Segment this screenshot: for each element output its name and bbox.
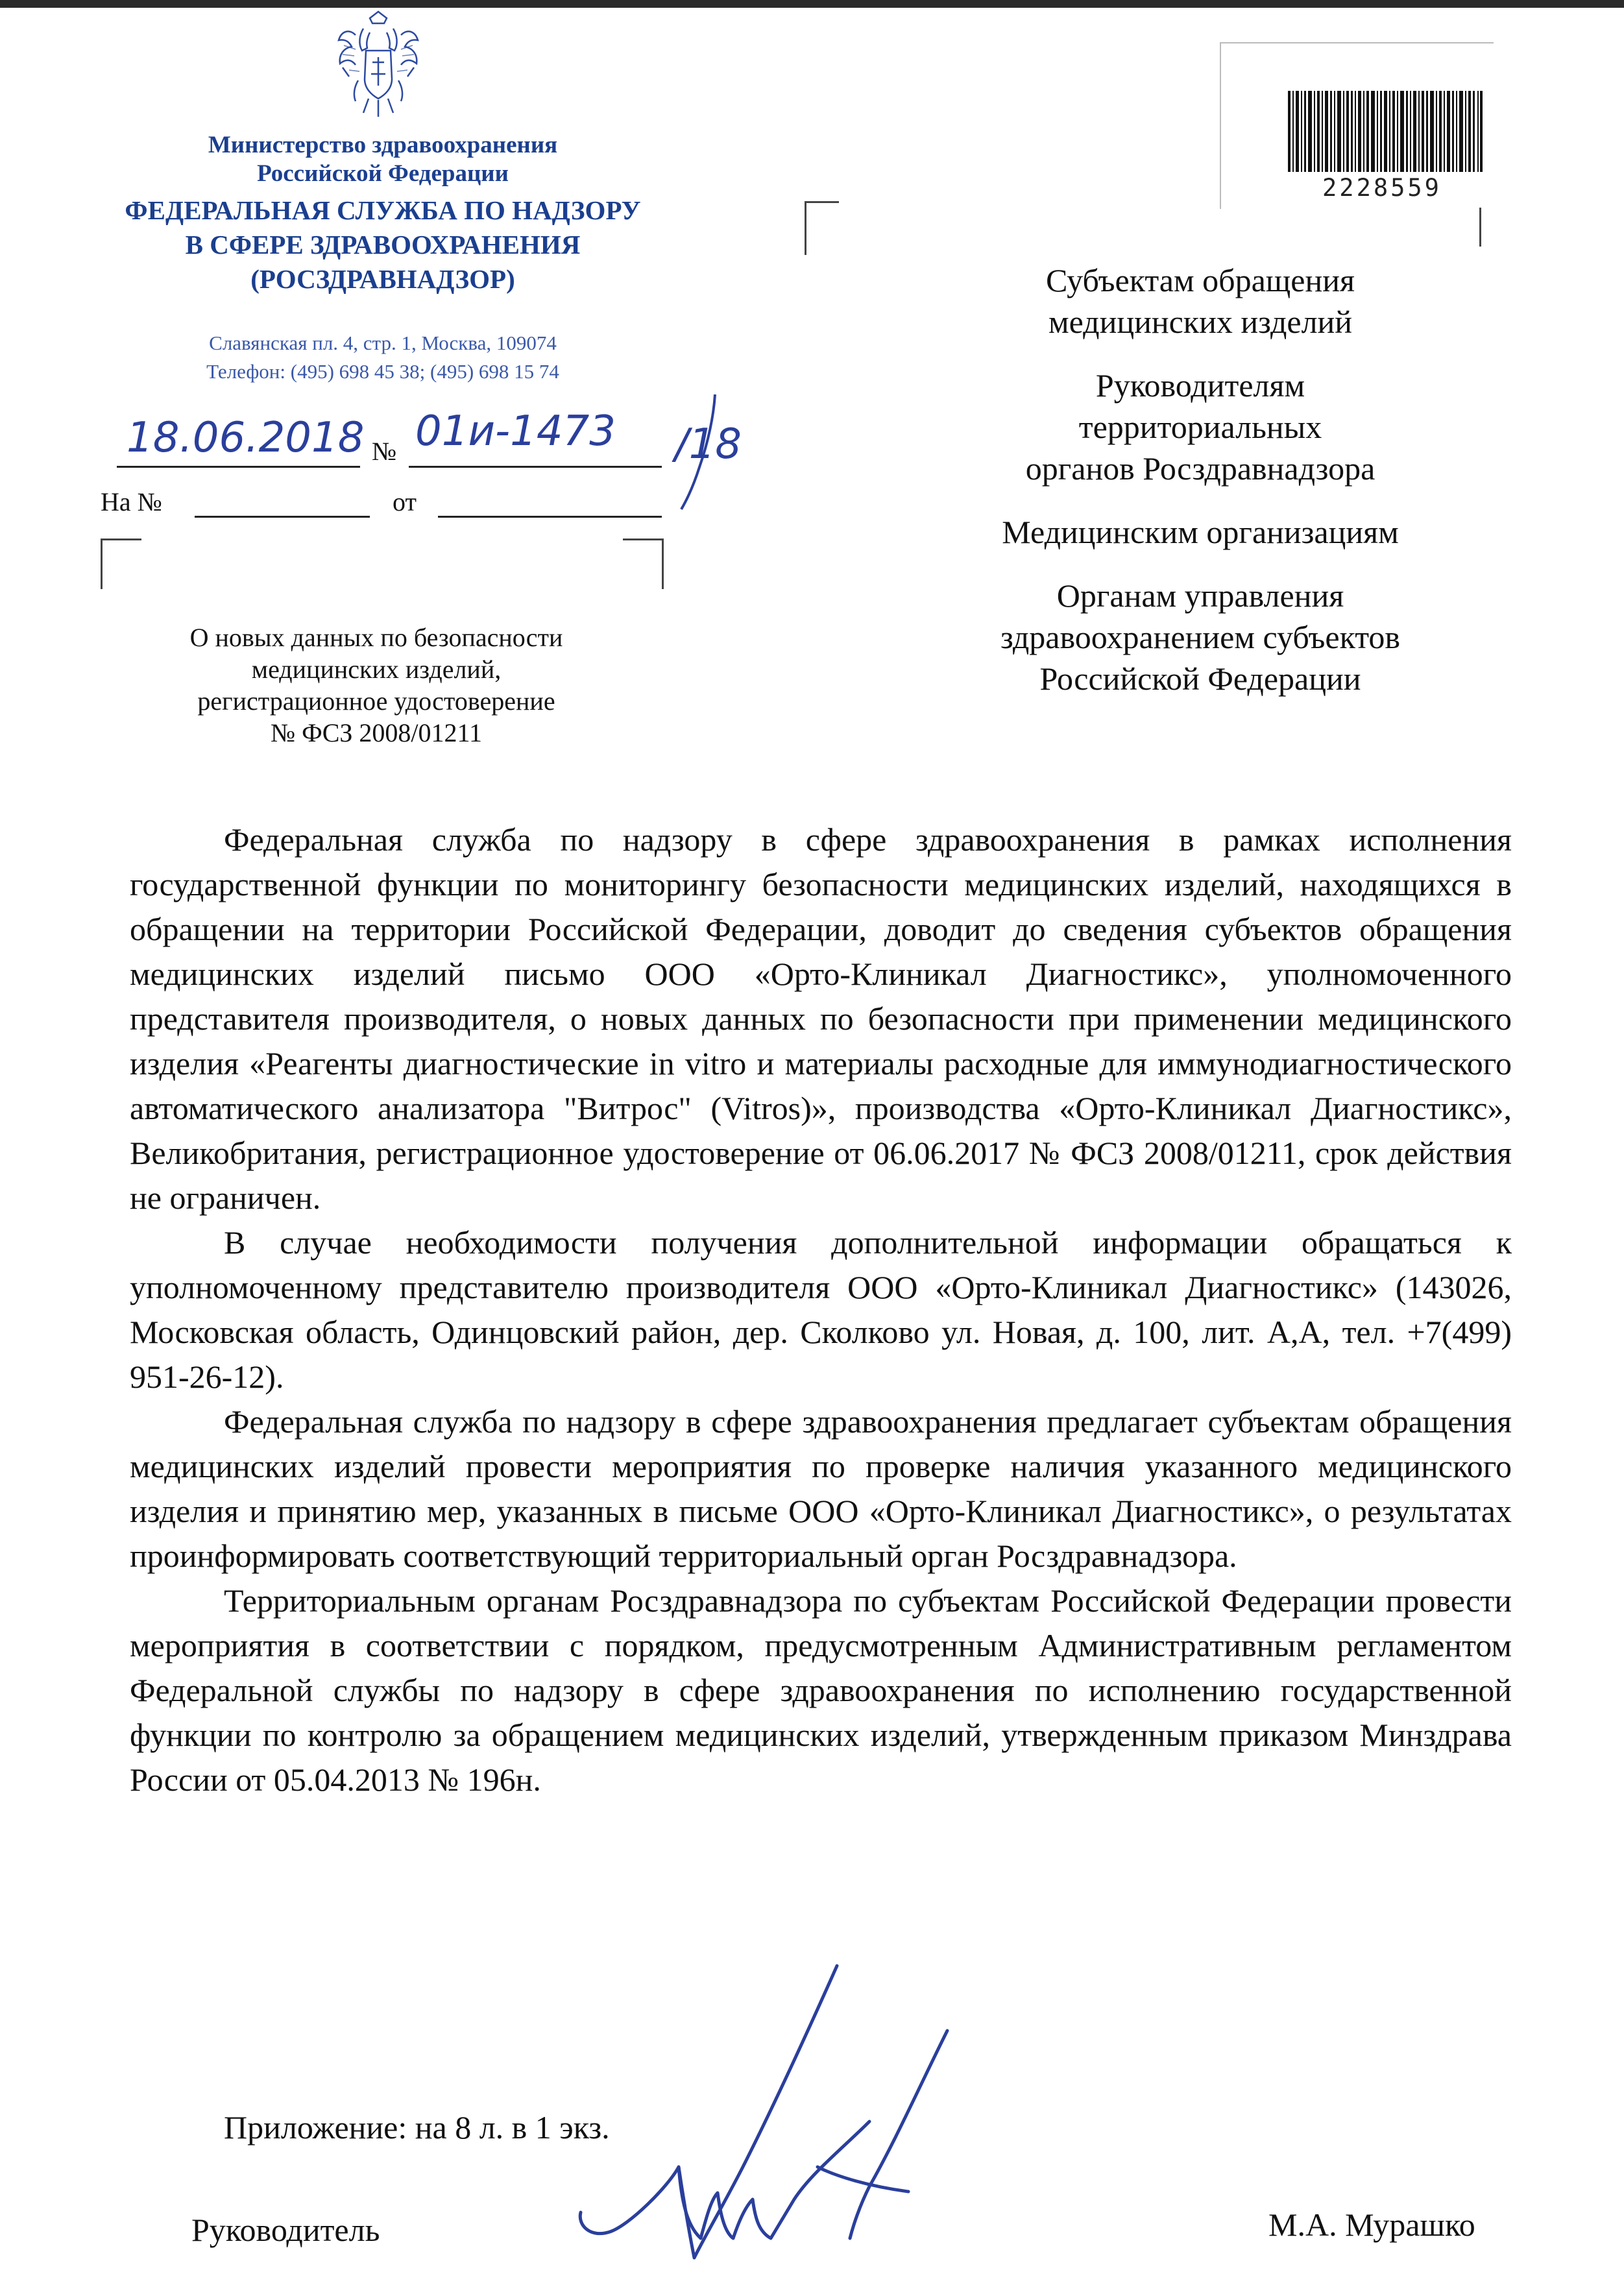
service-name [58, 193, 707, 296]
topic-line-4: № ФСЗ 2008/01211 [270, 718, 483, 747]
body-paragraph-1: Федеральная служба по надзору в сфере здравоохранения в рамках исполнения государственной функции по мониторингу безопасности медицинских изделий, находящихся в обращении на территории Российской Федерации, доводит до сведения субъектов обращения медицинских изделий письмо ООО «Орто-Клиникал Диагностикс», уполномоченного представителя производителя, о новых данных по безопасности при применении медицинского изделия «Реагенты диагностические in vitro и материалы расходные для иммунодиагностического автоматического анализатора "Витрос" (Vitros)», производства «Орто-Клиникал Диагностикс», Великобритания, регистрационное удостоверение от 06.06.2017 № ФСЗ 2008/01211, срок действия не ограничен. [130, 821, 1512, 1216]
ref-number-label: На № [101, 487, 162, 516]
number-label: № [372, 437, 397, 466]
service-address: Славянская пл. 4, стр. 1, Москва, 109074 [209, 332, 557, 354]
addressee-4-line-1: Органам управления [1056, 577, 1344, 614]
addressee-1-line-2: медицинских изделий [1048, 304, 1353, 340]
addressee-2-line-2: территориальных [1078, 409, 1322, 445]
ref-number-underline [195, 516, 370, 518]
ministry-line-2: Российской Федерации [257, 160, 509, 187]
barcode [1288, 91, 1483, 172]
topic-line-3: регистрационное удостоверение [197, 686, 555, 716]
addressee-block [843, 260, 1557, 721]
attachment-note: Приложение: на 8 л. в 1 экз. [224, 2109, 610, 2146]
addressee-4-line-2: здравоохранением субъектов [1000, 619, 1401, 655]
bracket-top-left [101, 538, 141, 589]
addressee-1 [843, 260, 1557, 343]
service-phone: Телефон: (495) 698 45 38; (495) 698 15 74 [206, 360, 559, 383]
ministry-line-1: Министерство здравоохранения [208, 132, 558, 158]
addressee-2-line-3: органов Росздравнадзора [1025, 450, 1376, 487]
handwritten-signature [532, 1953, 960, 2271]
date-underline [117, 466, 360, 468]
body-paragraph-3: Федеральная служба по надзору в сфере здравоохранения предлагает субъектам обращения медицинских изделий провести мероприятия по проверке наличия указанного медицинского изделия и принятию мер, указанных в письме ООО «Орто-Клиникал Диагностикс», о результатах проинформировать соответствующий территориальный орган Росздравнадзора. [130, 1403, 1512, 1574]
ministry-name [58, 131, 707, 188]
bracket-top-right [623, 538, 664, 589]
service-line-3: (РОСЗДРАВНАДЗОР) [250, 264, 515, 294]
addressee-3 [843, 511, 1557, 553]
topic-line-2: медицинских изделий, [251, 655, 502, 684]
addressee-3-line-1: Медицинским организациям [1002, 514, 1399, 550]
bracket-address-top-left [805, 201, 839, 255]
ref-from-label: от [393, 487, 417, 516]
number-underline [409, 466, 662, 468]
addressee-4 [843, 575, 1557, 699]
registration-number: 01и-1473 [415, 407, 616, 455]
body-paragraph-4: Территориальным органам Росздравнадзора по субъектам Российской Федерации провести мероприятия в соответствии с порядком, предусмотренным Административным регламентом Федеральной службы по надзору в сфере здравоохранения по исполнению государственной функции по контролю за обращением медицинских изделий, утвержденным приказом Минздрава России от 05.04.2013 № 196н. [130, 1582, 1512, 1798]
barcode-number: 2228559 [1322, 174, 1442, 202]
signatory-title: Руководитель [191, 2212, 380, 2248]
topic-line-1: О новых данных по безопасности [189, 623, 563, 652]
addressee-2 [843, 365, 1557, 489]
handwritten-slash [675, 389, 720, 513]
body-paragraph-2: В случае необходимости получения дополнительной информации обращаться к уполномоченному представителю производителя ООО «Орто-Клиникал Диагностикс» (143026, Московская область, Одинцовский район, дер. Сколково ул. Новая, д. 100, лит. А,А, тел. +7(499) 951-26-12). [130, 1224, 1512, 1395]
addressee-2-line-1: Руководителям [1095, 367, 1305, 404]
service-line-1: ФЕДЕРАЛЬНАЯ СЛУЖБА ПО НАДЗОРУ [125, 195, 641, 225]
letter-body [130, 817, 1512, 1802]
addressee-4-line-3: Российской Федерации [1039, 660, 1361, 697]
ref-from-underline [438, 516, 662, 518]
coat-of-arms-emblem [330, 9, 427, 123]
bracket-address-top-right [1473, 208, 1481, 247]
addressee-1-line-1: Субъектам обращения [1046, 262, 1355, 298]
signatory-name: М.А. Мурашко [1268, 2206, 1475, 2243]
letter-topic [123, 622, 629, 749]
service-line-2: В СФЕРЕ ЗДРАВООХРАНЕНИЯ [185, 230, 581, 260]
registration-date: 18.06.2018 [127, 414, 365, 462]
scan-top-edge [0, 0, 1624, 8]
registration-number-suffix: /18 [675, 420, 742, 468]
service-contacts [91, 329, 675, 386]
